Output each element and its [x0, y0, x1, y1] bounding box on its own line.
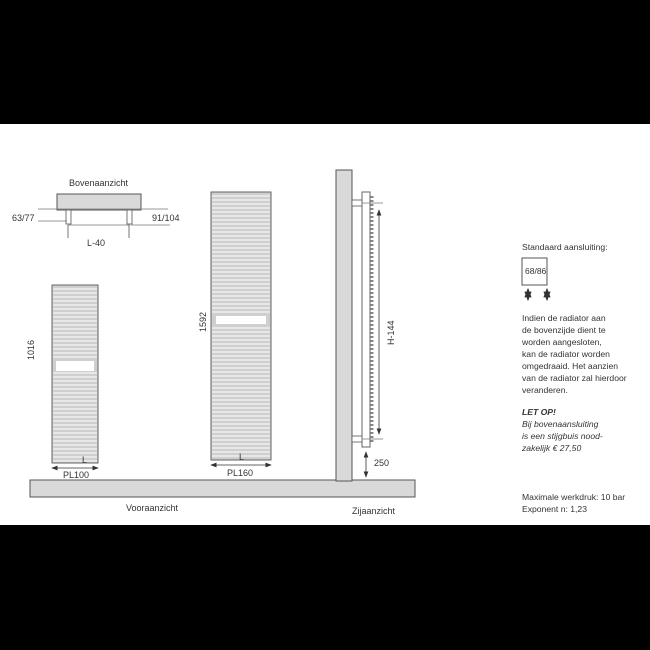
- note: LET OP! Bij bovenaansluiting is een stijgbuis nood- zakelijk € 27,50: [522, 406, 647, 454]
- side-center-dim: H-144: [386, 320, 396, 345]
- description: Indien de radiator aan de bovenzijde dient te worden aangesloten, kan de radiator worden omgedraaid. Het aanzien van de radiator zal hierdoor veranderen.: [522, 313, 627, 395]
- connection-box-value: 68/86: [525, 266, 547, 276]
- large-pl-label: PL160: [227, 468, 254, 478]
- note-title: LET OP!: [522, 407, 556, 417]
- top-view-drawing: [38, 194, 170, 238]
- standard-connection-title: Standaard aansluiting:: [522, 242, 608, 252]
- top-view-right-dim: 91/104: [152, 213, 180, 223]
- front-view-caption: Vooraanzicht: [126, 503, 179, 513]
- floor: [30, 480, 415, 497]
- top-view-bottom-dim: L-40: [87, 238, 106, 248]
- small-width-label: L: [82, 455, 88, 465]
- specs: Maximale werkdruk: 10 bar Exponent n: 1,23: [522, 492, 626, 514]
- large-width-label: L: [239, 452, 245, 462]
- radiator-small: [52, 285, 98, 463]
- top-view-left-dim: 63/77: [12, 213, 35, 223]
- side-floor-dim: 250: [374, 458, 390, 468]
- small-height-dim: 1016: [26, 339, 36, 360]
- wall: [336, 170, 352, 481]
- top-view-title: Bovenaanzicht: [69, 178, 129, 188]
- large-height-dim: 1592: [198, 311, 208, 332]
- small-pl-label: PL100: [63, 470, 90, 480]
- side-view-caption: Zijaanzicht: [352, 506, 396, 516]
